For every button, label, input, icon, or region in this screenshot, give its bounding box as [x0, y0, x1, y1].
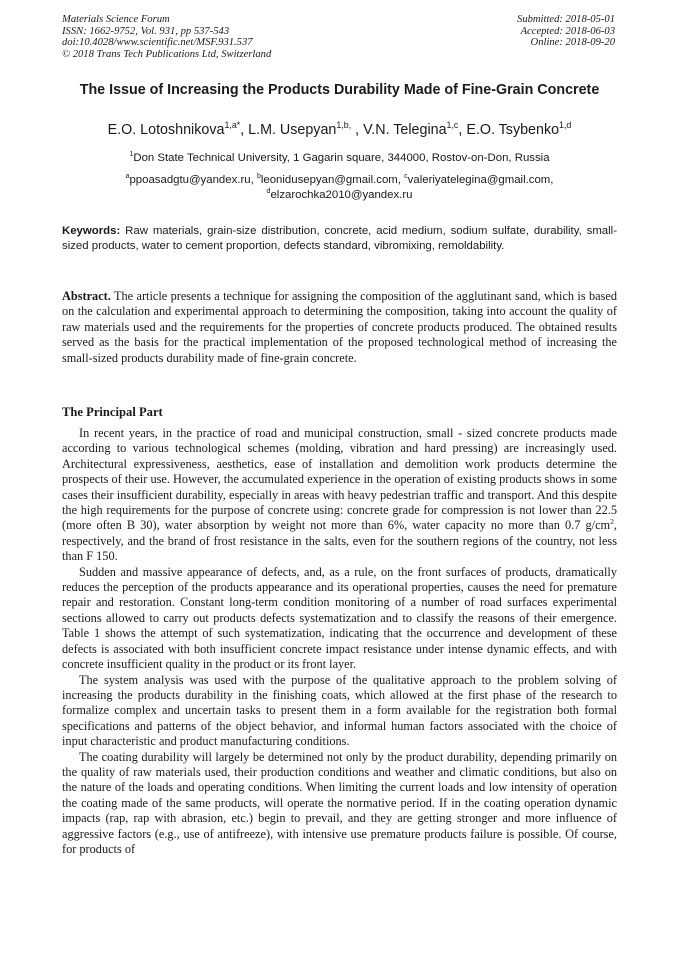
keywords-label: Keywords:: [62, 225, 121, 237]
journal-issn: ISSN: 1662-9752, Vol. 931, pp 537-543: [62, 25, 230, 37]
author-list: [62, 120, 617, 140]
email-address[interactable]: ppoasadgtu@yandex.ru: [129, 174, 251, 186]
author: [108, 122, 241, 138]
email-address[interactable]: valeriyatelegina@gmail.com: [407, 174, 551, 186]
journal-copyright: © 2018 Trans Tech Publications Ltd, Switzerland: [62, 48, 272, 60]
email-address[interactable]: elzarochka2010@yandex.ru: [270, 189, 413, 201]
affiliation-marker: 1: [129, 151, 134, 159]
journal-info: [62, 14, 271, 60]
abstract-text: The article presents a technique for assigning the composition of the agglutinant sand, which is based on the calculation and experimental approach to determining the composition, taking into account the quality of raw materials used and the requirements for the properties of concrete products produced. The obtained results served as the basis for the practical implementation of the proposed technological method of increasing the small-sized products durability made of fine-grain concrete.: [62, 289, 618, 365]
keywords-text: Raw materials, grain-size distribution, concrete, acid medium, sodium sulfate, durability, small-sized products, water to cement proportion, defects standard, vibromixing, remoldability.: [62, 225, 617, 252]
email-address[interactable]: leonidusepyan@gmail.com: [260, 174, 398, 186]
publication-dates: [517, 14, 615, 49]
paragraph: The system analysis was used with the purpose of the qualitative approach to the problem solving of increasing the products durability in the finishing coats, which allowed at the first phase of the research to formalize complex and uncertain tasks to present them in a form available for the registration both formal specifications and patterns of the object behavior, and informal human factors associated with the choice of input characteristic and product manufacturing conditions.: [62, 672, 617, 749]
email-marker: c: [404, 173, 408, 181]
author-name: L.M. Usepyan: [248, 122, 337, 138]
email[interactable]: [404, 174, 550, 186]
superscript: 2: [610, 517, 614, 527]
paragraph-text: , respectively, and the brand of frost resistance in the salts, even for the southern regions of the country, not less than F 150.: [62, 518, 617, 564]
section-body: [62, 426, 617, 857]
author: [240, 122, 351, 138]
author-marker: 1,d: [559, 120, 572, 131]
author-marker: 1,a*: [224, 120, 241, 131]
date-submitted: Submitted: 2018-05-01: [517, 14, 615, 25]
paragraph: Sudden and massive appearance of defects, and, as a rule, on the front surfaces of products, dramatically reduces the perception of the products appearance and its operational properties, causes the need for premature repair and restoration. Constant long-term condition monitoring of a number of road surfaces experimental sections allowed to carry out products defects systematization and to classify the reasons of their emergence. Table 1 shows the attempt of such systematization, indicating that the occurrence and development of these defects is associated with both insufficient concrete impact resistance under intense dynamic effects, and with concrete insufficient quality in the product or its front layer.: [62, 564, 617, 672]
paragraph: The coating durability will largely be determined not only by the product durability, depending primarily on the quality of raw materials used, their production conditions and weather and climatic conditions, but also on the nature of the loads and operating conditions. When limiting the current loads and low intensity of operation the coating made of the same products, will operate the normative period. If in the coating operation dynamic impacts (rap, rap with abrasion, etc.) begin to prevail, and they are getting stronger and more influence of aggressive factors (e.g., use of antifreeze), with intensive use premature products failure is possible. Of course, for products of: [62, 749, 617, 856]
email[interactable]: [257, 174, 398, 186]
author: [351, 122, 458, 138]
author-name: E.O. Tsybenko: [466, 122, 560, 138]
author-name: E.O. Lotoshnikova: [107, 122, 225, 138]
section-heading: The Principal Part: [62, 405, 163, 419]
author-marker: 1,b,: [336, 120, 352, 131]
abstract: [62, 289, 617, 366]
affiliation-text: Don State Technical University, 1 Gagarin square, 344000, Rostov-on-Don, Russia: [133, 152, 550, 164]
email-list: $^a$ppoasadgtu@yandex.ru, $^b$leonidusepyan@gmail.com, $^c$valeriyatelegina@gmail.com, $^d$elzarochka2010@yandex.ru: [125, 173, 554, 201]
author-marker: 1,c: [446, 120, 459, 131]
keywords: [62, 224, 617, 254]
abstract-label: Abstract.: [62, 289, 111, 303]
paper-title: The Issue of Increasing the Products Durability Made of Fine-Grain Concrete: [79, 82, 600, 98]
email[interactable]: [126, 174, 251, 186]
date-accepted: Accepted: 2018-06-03: [520, 25, 615, 37]
date-online: Online: 2018-09-20: [530, 37, 615, 48]
paragraph-text: In recent years, in the practice of road and municipal construction, small - sized concrete products made according to various technological schemes (molding, vibration and hard pressing) are increasingly used. Architectural expressiveness, aesthetics, ease of installation and demolition work products determine the prospects of their use. However, the accumulated experience in the operation of existing products shows in some cases their insufficient durability, especially in areas with heavy pedestrian traffic and transport. And this despite the high requirements for the purpose of concrete using: concrete grade for compression is not lower than 22.5 (more often B 30), water absorption by weight not more than 6%, water capacity no more than 0.7 g/cm: [62, 426, 617, 533]
email[interactable]: [267, 189, 413, 201]
journal-doi: doi:10.4028/www.scientific.net/MSF.931.537: [62, 37, 253, 48]
affiliation: [62, 151, 617, 165]
journal-name: Materials Science Forum: [62, 14, 170, 25]
paragraph: [62, 426, 617, 565]
email-marker: b: [256, 173, 261, 181]
author-name: V.N. Telegina: [363, 122, 447, 138]
author: [458, 122, 571, 138]
email-marker: d: [266, 188, 271, 196]
email-marker: a: [125, 173, 130, 181]
